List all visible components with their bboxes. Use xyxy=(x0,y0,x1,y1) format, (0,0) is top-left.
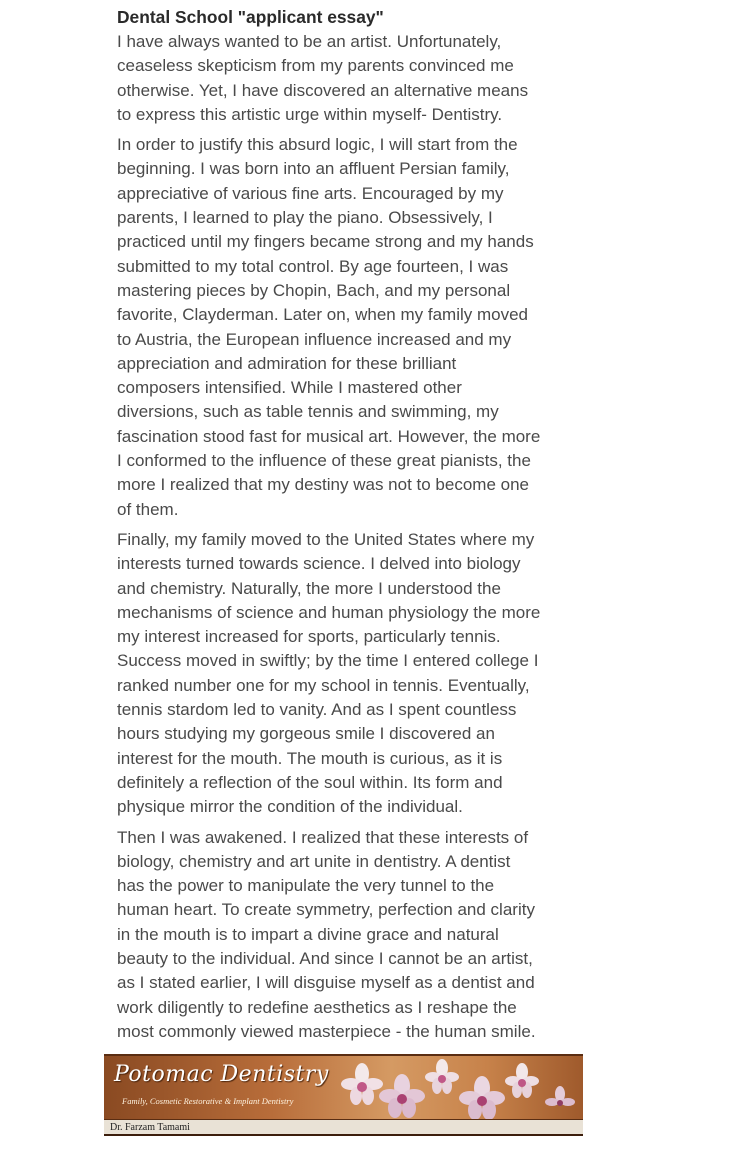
essay-line: mechanisms of science and human physiology the more xyxy=(117,602,541,622)
essay-line: definitely a reflection of the soul within. Its form and xyxy=(117,772,503,792)
essay-paragraph xyxy=(117,826,577,1045)
essay-line: diversions, such as table tennis and swimming, my xyxy=(117,402,499,422)
essay-line: ceaseless skepticism from my parents convinced me xyxy=(117,56,514,76)
essay-line: ranked number one for my school in tennis. Eventually, xyxy=(117,675,530,695)
essay-line: my interest increased for sports, particularly tennis. xyxy=(117,627,501,647)
essay-line: parents, I learned to play the piano. Obsessively, I xyxy=(117,208,493,228)
essay-line: otherwise. Yet, I have discovered an alternative means xyxy=(117,80,529,100)
essay-paragraph xyxy=(117,30,577,127)
essay-line: composers intensified. While I mastered other xyxy=(117,378,462,398)
essay-line: has the power to manipulate the very tunnel to the xyxy=(117,876,495,896)
banner-footer-strip xyxy=(104,1119,583,1134)
essay-line: physique mirror the condition of the individual. xyxy=(117,797,463,817)
essay-line: hours studying my gorgeous smile I discovered an xyxy=(117,724,495,744)
essay-paragraph xyxy=(117,528,577,820)
banner-tagline: Family, Cosmetic Restorative & Implant Dentistry xyxy=(122,1096,294,1106)
essay-line: in the mouth is to impart a divine grace and natural xyxy=(117,924,499,944)
essay-line: more I realized that my destiny was not to become one xyxy=(117,475,529,495)
essay-line: as I stated earlier, I will disguise myself as a dentist and xyxy=(117,973,535,993)
essay-line: interest for the mouth. The mouth is curious, as it is xyxy=(117,748,503,768)
essay-line: to Austria, the European influence increased and my xyxy=(117,329,512,349)
essay xyxy=(117,6,577,1050)
essay-line: interests turned towards science. I delved into biology xyxy=(117,554,521,574)
essay-line: Success moved in swiftly; by the time I entered college I xyxy=(117,651,539,671)
essay-line: I conformed to the influence of these great pianists, the xyxy=(117,451,531,471)
essay-line: biology, chemistry and art unite in dentistry. A dentist xyxy=(117,851,511,871)
essay-line: most commonly viewed masterpiece - the human smile. xyxy=(117,1021,536,1041)
essay-line: favorite, Clayderman. Later on, when my family moved xyxy=(117,305,529,325)
essay-line: appreciative of various fine arts. Encouraged by my xyxy=(117,183,504,203)
essay-line: In order to justify this absurd logic, I will start from the xyxy=(117,135,518,155)
essay-line: tennis stardom led to vanity. And as I spent countless xyxy=(117,700,517,720)
essay-title: Dental School "applicant essay" xyxy=(117,7,384,27)
brand-logo-text: Potomac Dentistry xyxy=(114,1062,329,1087)
essay-line: beauty to the individual. And since I cannot be an artist, xyxy=(117,948,533,968)
essay-line: fascination stood fast for musical art. However, the more xyxy=(117,426,541,446)
essay-line: appreciation and admiration for these brilliant xyxy=(117,353,457,373)
essay-line: of them. xyxy=(117,499,179,519)
essay-line: work diligently to redefine aesthetics as I reshape the xyxy=(117,997,517,1017)
essay-body xyxy=(117,30,577,1044)
essay-line: mastering pieces by Chopin, Bach, and my personal xyxy=(117,280,511,300)
essay-line: human heart. To create symmetry, perfection and clarity xyxy=(117,900,535,920)
essay-paragraph xyxy=(117,133,577,522)
practice-banner xyxy=(104,1054,583,1136)
doctor-name: Dr. Farzam Tamami xyxy=(110,1122,190,1133)
essay-line: practiced until my fingers became strong and my hands xyxy=(117,232,534,252)
essay-line: I have always wanted to be an artist. Unfortunately, xyxy=(117,32,502,51)
essay-line: to express this artistic urge within myself- Dentistry. xyxy=(117,104,503,124)
essay-line: submitted to my total control. By age fourteen, I was xyxy=(117,256,509,276)
essay-line: and chemistry. Naturally, the more I understood the xyxy=(117,578,501,598)
orchid-flowers-image xyxy=(332,1056,583,1120)
essay-line: Then I was awakened. I realized that these interests of xyxy=(117,827,529,847)
essay-line: beginning. I was born into an affluent Persian family, xyxy=(117,159,510,179)
essay-line: Finally, my family moved to the United States where my xyxy=(117,529,535,549)
